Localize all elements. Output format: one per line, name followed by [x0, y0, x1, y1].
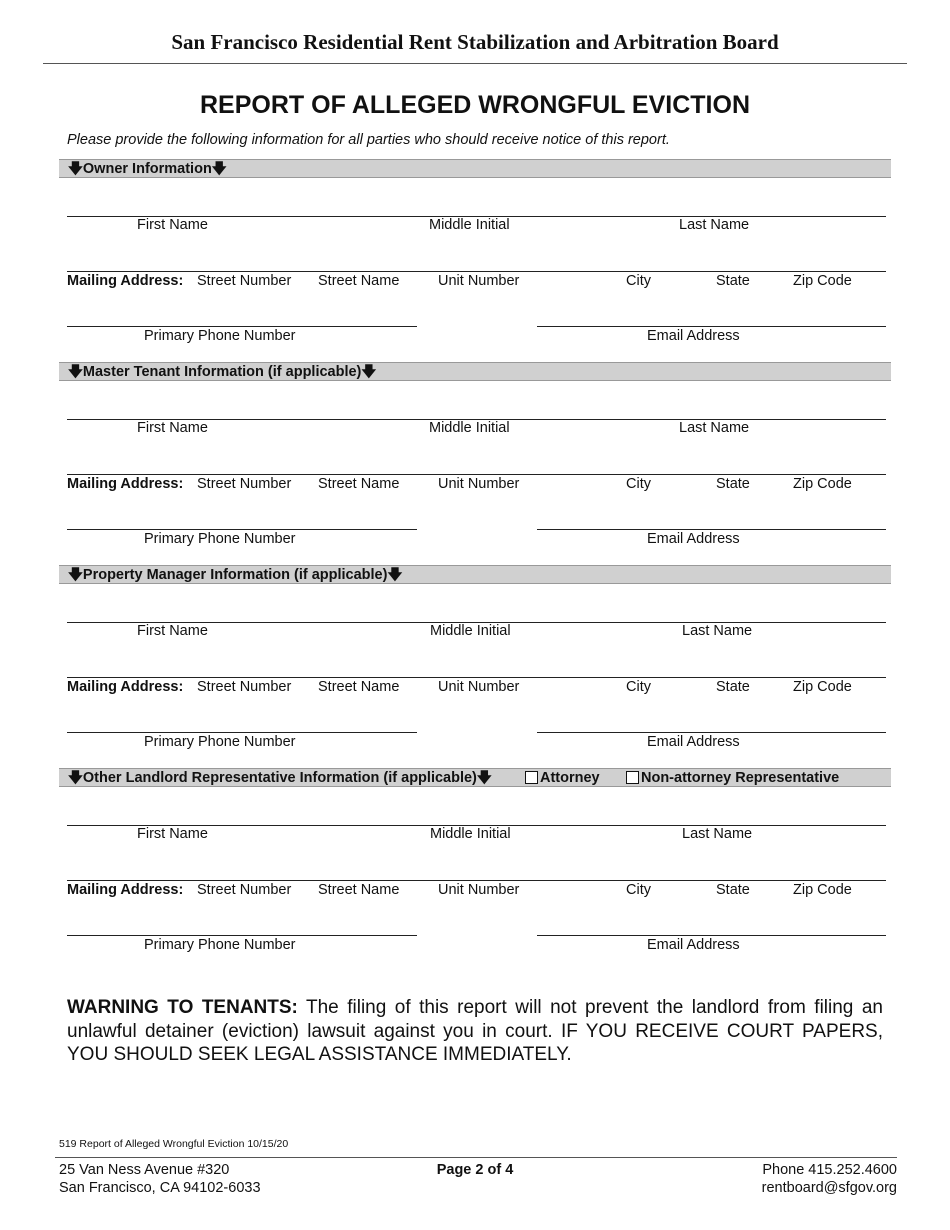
address-input-line[interactable] [67, 271, 886, 272]
email-input-line[interactable] [537, 529, 886, 530]
section-title: 🡇Owner Information🡇 [68, 161, 227, 177]
first-name-label: First Name [137, 420, 208, 436]
middle-initial-label: Middle Initial [430, 623, 511, 639]
unit-number-label: Unit Number [438, 679, 520, 695]
attorney-option[interactable] [525, 769, 600, 788]
email-input-line[interactable] [537, 326, 886, 327]
mailing-address-label: Mailing Address: [67, 882, 184, 898]
unit-number-label: Unit Number [438, 882, 520, 898]
address-line-2: San Francisco, CA 94102-6033 [59, 1180, 261, 1196]
street-name-label: Street Name [318, 273, 400, 289]
primary-phone-label: Primary Phone Number [144, 328, 296, 344]
property-manager-section [0, 565, 950, 768]
email-address-label: Email Address [647, 328, 740, 344]
form-id: 519 Report of Alleged Wrongful Eviction 10/15/20 [59, 1138, 289, 1150]
footer-divider [55, 1157, 897, 1158]
city-label: City [626, 476, 651, 492]
footer-contact [762, 1161, 897, 1197]
unit-number-label: Unit Number [438, 273, 520, 289]
street-name-label: Street Name [318, 476, 400, 492]
primary-phone-label: Primary Phone Number [144, 734, 296, 750]
non-attorney-option[interactable] [626, 769, 839, 788]
page-number: Page 2 of 4 [436, 1162, 514, 1178]
primary-phone-label: Primary Phone Number [144, 531, 296, 547]
city-label: City [626, 882, 651, 898]
last-name-label: Last Name [682, 826, 753, 842]
attorney-checkbox[interactable] [525, 771, 538, 784]
mailing-address-label: Mailing Address: [67, 273, 184, 289]
state-label: State [716, 273, 750, 289]
email-input-line[interactable] [537, 732, 886, 733]
zip-code-label: Zip Code [793, 476, 852, 492]
state-label: State [716, 882, 750, 898]
form-title: REPORT OF ALLEGED WRONGFUL EVICTION [200, 91, 750, 119]
master-tenant-section [0, 362, 950, 565]
zip-code-label: Zip Code [793, 273, 852, 289]
mailing-address-label: Mailing Address: [67, 679, 184, 695]
state-label: State [716, 476, 750, 492]
section-header [59, 565, 891, 584]
owner-section [0, 159, 950, 362]
street-number-label: Street Number [197, 882, 292, 898]
last-name-label: Last Name [679, 217, 750, 233]
street-number-label: Street Number [197, 679, 292, 695]
first-name-label: First Name [137, 826, 208, 842]
email-address-label: Email Address [647, 734, 740, 750]
city-label: City [626, 273, 651, 289]
phone-input-line[interactable] [67, 732, 417, 733]
address-line-1: 25 Van Ness Avenue #320 [59, 1162, 230, 1178]
zip-code-label: Zip Code [793, 882, 852, 898]
warning-label: WARNING TO TENANTS: [67, 997, 298, 1018]
agency-name: San Francisco Residential Rent Stabilization and Arbitration Board [171, 30, 779, 54]
unit-number-label: Unit Number [438, 476, 520, 492]
section-header [59, 768, 891, 787]
non-attorney-option-label: Non-attorney Representative [641, 770, 840, 786]
email-address-label: Email Address [647, 531, 740, 547]
section-title: 🡇Property Manager Information (if applicable)🡇 [68, 567, 403, 583]
section-header [59, 362, 891, 381]
phone-input-line[interactable] [67, 326, 417, 327]
middle-initial-label: Middle Initial [430, 826, 511, 842]
section-header [59, 159, 891, 178]
email-input-line[interactable] [537, 935, 886, 936]
form-instructions: Please provide the following information for all parties who should receive notice of this report. [67, 132, 670, 148]
footer-email: rentboard@sfgov.org [761, 1180, 897, 1196]
phone-input-line[interactable] [67, 935, 417, 936]
first-name-label: First Name [137, 623, 208, 639]
other-representative-section [0, 768, 950, 971]
address-input-line[interactable] [67, 474, 886, 475]
zip-code-label: Zip Code [793, 679, 852, 695]
email-address-label: Email Address [647, 937, 740, 953]
warning-text: The filing of this report will not prevent the landlord from filing an unlawful detainer (eviction) lawsuit against you in court. IF YOU RECEIVE COURT PAPERS, YOU SHOULD SEEK LEGAL ASSISTANCE IMMEDIATELY. [67, 997, 883, 1065]
street-name-label: Street Name [318, 679, 400, 695]
header-divider [43, 63, 907, 64]
address-input-line[interactable] [67, 880, 886, 881]
attorney-option-label: Attorney [540, 770, 600, 786]
last-name-label: Last Name [679, 420, 750, 436]
street-name-label: Street Name [318, 882, 400, 898]
state-label: State [716, 679, 750, 695]
city-label: City [626, 679, 651, 695]
last-name-label: Last Name [682, 623, 753, 639]
middle-initial-label: Middle Initial [429, 217, 510, 233]
first-name-label: First Name [137, 217, 208, 233]
street-number-label: Street Number [197, 476, 292, 492]
middle-initial-label: Middle Initial [429, 420, 510, 436]
mailing-address-label: Mailing Address: [67, 476, 184, 492]
section-title: 🡇Master Tenant Information (if applicable)🡇 [68, 364, 377, 380]
section-title: 🡇Other Landlord Representative Information (if applicable)🡇 [68, 770, 492, 786]
tenant-warning [67, 996, 883, 1067]
primary-phone-label: Primary Phone Number [144, 937, 296, 953]
footer-phone: Phone 415.252.4600 [762, 1162, 897, 1178]
address-input-line[interactable] [67, 677, 886, 678]
street-number-label: Street Number [197, 273, 292, 289]
phone-input-line[interactable] [67, 529, 417, 530]
non-attorney-checkbox[interactable] [626, 771, 639, 784]
